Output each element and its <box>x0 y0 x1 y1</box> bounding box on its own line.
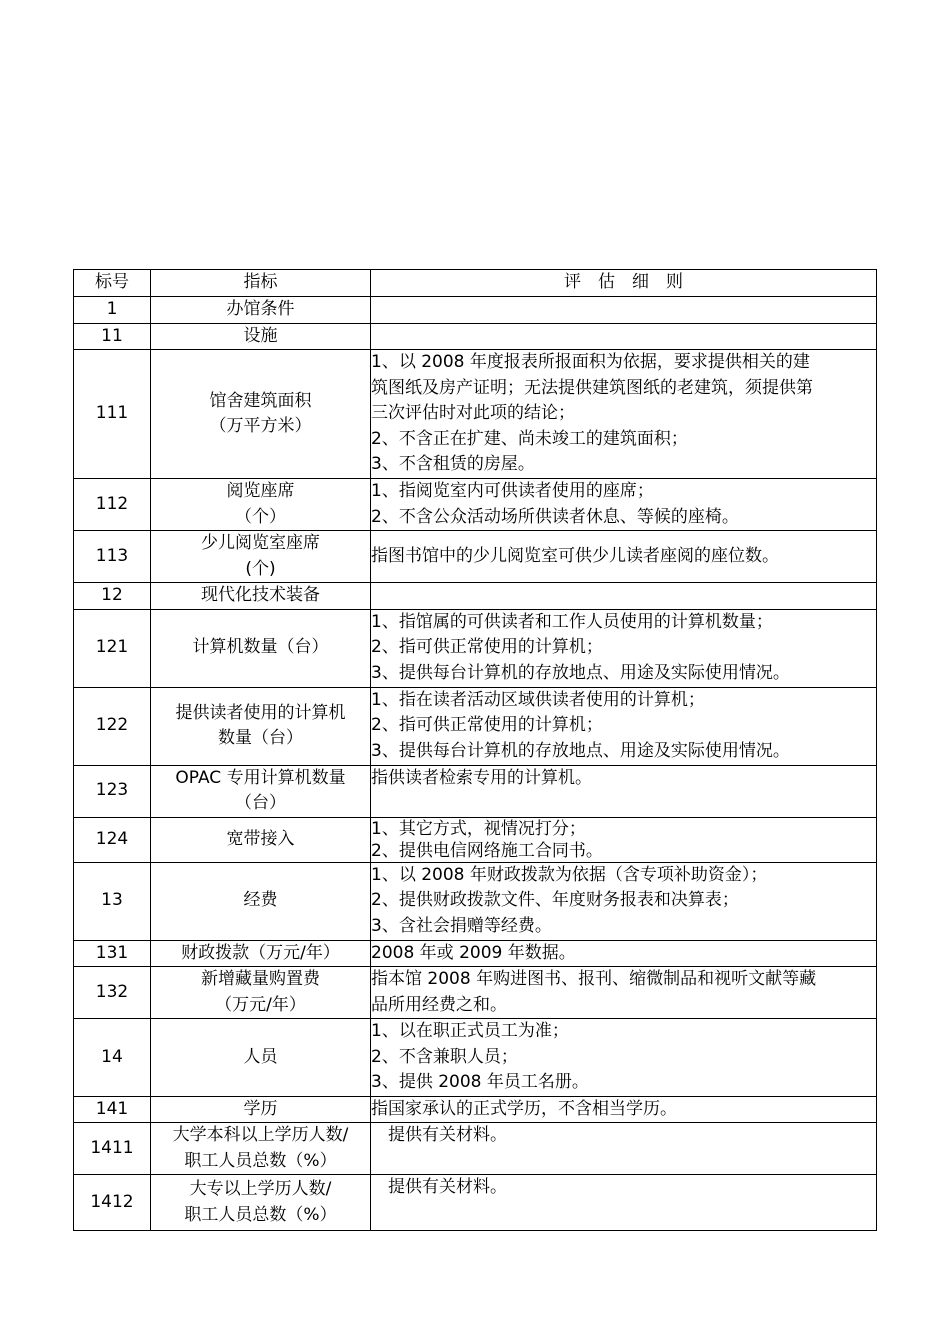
detail-line: 2、不含兼职人员； <box>371 1046 518 1067</box>
detail-line: 提供有关材料。 <box>388 1177 507 1197</box>
row-indicator <box>151 609 371 687</box>
header-details: 评 估 细 则 <box>371 270 877 297</box>
row-no: 122 <box>74 687 151 765</box>
indicator-line: 设施 <box>243 325 278 346</box>
table-row <box>74 350 877 479</box>
indicator-line: OPAC 专用计算机数量 <box>175 767 346 788</box>
row-indicator <box>151 765 371 817</box>
table-row <box>74 940 877 967</box>
row-indicator <box>151 350 371 479</box>
table-row <box>74 687 877 765</box>
detail-line: 1、指在读者活动区域供读者使用的计算机； <box>371 689 705 710</box>
header-no: 标号 <box>74 270 151 297</box>
table-row <box>74 531 877 583</box>
table-row <box>74 323 877 350</box>
row-details <box>371 297 877 324</box>
row-details <box>371 940 877 967</box>
indicator-line: （万平方米） <box>209 416 312 436</box>
detail-line: 1、指馆属的可供读者和工作人员使用的计算机数量； <box>371 611 773 632</box>
detail-line: 3、不含租赁的房屋。 <box>371 454 535 475</box>
row-no: 13 <box>74 862 151 940</box>
row-no: 1 <box>74 297 151 324</box>
table-row <box>74 967 877 1019</box>
indicator-line: (个) <box>245 558 276 579</box>
indicator-line: 少儿阅览室座席 <box>201 533 320 553</box>
row-details <box>371 531 877 583</box>
detail-line: 2、指可供正常使用的计算机； <box>371 715 603 736</box>
table-row <box>74 862 877 940</box>
row-indicator <box>151 297 371 324</box>
detail-line: 三次评估时对此项的结论； <box>371 403 575 424</box>
indicator-line: 新增藏量购置费 <box>201 969 320 989</box>
row-indicator <box>151 1175 371 1231</box>
row-details <box>371 765 877 817</box>
row-no: 1411 <box>74 1123 151 1175</box>
row-indicator <box>151 687 371 765</box>
table-row <box>74 479 877 531</box>
indicator-line: 宽带接入 <box>226 828 295 849</box>
table-row <box>74 297 877 324</box>
indicator-line: （万元/年） <box>215 994 306 1015</box>
row-indicator <box>151 817 371 862</box>
row-details <box>371 817 877 862</box>
row-indicator <box>151 967 371 1019</box>
row-no: 121 <box>74 609 151 687</box>
indicator-line: 提供读者使用的计算机 <box>175 702 346 723</box>
header-indicator: 指标 <box>151 270 371 297</box>
indicator-line: 阅览座席 <box>226 481 295 501</box>
row-no: 131 <box>74 940 151 967</box>
detail-line: 品所用经费之和。 <box>371 994 507 1015</box>
indicator-line: 经费 <box>243 890 278 911</box>
indicator-line: 计算机数量（台） <box>192 637 329 658</box>
row-indicator <box>151 1096 371 1123</box>
row-details <box>371 1019 877 1097</box>
detail-line: 提供有关材料。 <box>388 1125 507 1145</box>
indicator-line: 馆舍建筑面积 <box>209 390 312 411</box>
detail-line: 2、不含正在扩建、尚未竣工的建筑面积； <box>371 428 688 449</box>
detail-line: 2、不含公众活动场所供读者休息、等候的座椅。 <box>371 506 739 527</box>
row-no: 141 <box>74 1096 151 1123</box>
row-no: 14 <box>74 1019 151 1097</box>
row-indicator <box>151 1019 371 1097</box>
indicator-line: （个） <box>235 506 286 527</box>
row-details <box>371 1096 877 1123</box>
row-no: 112 <box>74 479 151 531</box>
row-indicator <box>151 862 371 940</box>
detail-line: 2、提供财政拨款文件、年度财务报表和决算表； <box>371 890 739 911</box>
indicator-line: 数量（台） <box>218 728 303 748</box>
detail-line: 3、提供每台计算机的存放地点、用途及实际使用情况。 <box>371 740 790 761</box>
row-details <box>371 1123 877 1175</box>
detail-line: 1、以 2008 年财政拨款为依据（含专项补助资金）； <box>371 864 768 885</box>
detail-line: 1、指阅览室内可供读者使用的座席； <box>371 481 654 501</box>
indicator-line: （台） <box>235 793 286 813</box>
row-details <box>371 967 877 1019</box>
indicator-line: 职工人员总数（%） <box>184 1204 337 1225</box>
detail-line: 3、提供 2008 年员工名册。 <box>371 1072 589 1092</box>
detail-line: 指图书馆中的少儿阅览室可供少儿读者座阅的座位数。 <box>371 545 779 566</box>
row-no: 123 <box>74 765 151 817</box>
detail-line: 筑图纸及房产证明；无法提供建筑图纸的老建筑，须提供第 <box>371 377 813 398</box>
indicator-line: 学历 <box>243 1098 278 1119</box>
table-row <box>74 1175 877 1231</box>
indicator-line: 财政拨款（万元/年） <box>181 942 340 963</box>
row-no: 111 <box>74 350 151 479</box>
row-no: 124 <box>74 817 151 862</box>
row-details <box>371 687 877 765</box>
detail-line: 1、以 2008 年度报表所报面积为依据，要求提供相关的建 <box>371 352 810 373</box>
row-no: 113 <box>74 531 151 583</box>
indicator-line: 人员 <box>243 1046 278 1067</box>
detail-line: 2、指可供正常使用的计算机； <box>371 637 603 658</box>
row-indicator <box>151 1123 371 1175</box>
row-details <box>371 583 877 610</box>
indicator-line: 办馆条件 <box>226 299 295 319</box>
row-indicator <box>151 479 371 531</box>
indicator-line: 职工人员总数（%） <box>184 1150 337 1171</box>
detail-line: 2、提供电信网络施工合同书。 <box>371 840 603 861</box>
table-header-row <box>74 270 877 297</box>
evaluation-table <box>73 269 877 1231</box>
detail-line: 1、以在职正式员工为准； <box>371 1021 569 1041</box>
detail-line: 指本馆 2008 年购进图书、报刊、缩微制品和视听文献等藏 <box>371 969 817 989</box>
row-details <box>371 479 877 531</box>
row-no: 132 <box>74 967 151 1019</box>
table-row <box>74 817 877 862</box>
row-details <box>371 862 877 940</box>
indicator-line: 大学本科以上学历人数/ <box>172 1125 349 1145</box>
row-indicator <box>151 583 371 610</box>
row-no: 1412 <box>74 1175 151 1231</box>
detail-line: 3、含社会捐赠等经费。 <box>371 915 552 936</box>
row-details <box>371 1175 877 1231</box>
row-details <box>371 350 877 479</box>
detail-line: 指国家承认的正式学历，不含相当学历。 <box>371 1098 677 1119</box>
detail-line: 2008 年或 2009 年数据。 <box>371 942 576 963</box>
indicator-line: 现代化技术装备 <box>201 585 320 605</box>
table-row <box>74 1123 877 1175</box>
row-no: 11 <box>74 323 151 350</box>
table-row <box>74 765 877 817</box>
row-indicator <box>151 323 371 350</box>
row-details <box>371 609 877 687</box>
row-indicator <box>151 940 371 967</box>
table-row <box>74 1019 877 1097</box>
row-details <box>371 323 877 350</box>
row-no: 12 <box>74 583 151 610</box>
table-row <box>74 1096 877 1123</box>
table-row <box>74 583 877 610</box>
row-indicator <box>151 531 371 583</box>
detail-line: 1、其它方式，视情况打分； <box>371 818 586 839</box>
indicator-line: 大专以上学历人数/ <box>189 1179 332 1199</box>
table-row <box>74 609 877 687</box>
detail-line: 指供读者检索专用的计算机。 <box>371 767 592 788</box>
detail-line: 3、提供每台计算机的存放地点、用途及实际使用情况。 <box>371 662 790 683</box>
